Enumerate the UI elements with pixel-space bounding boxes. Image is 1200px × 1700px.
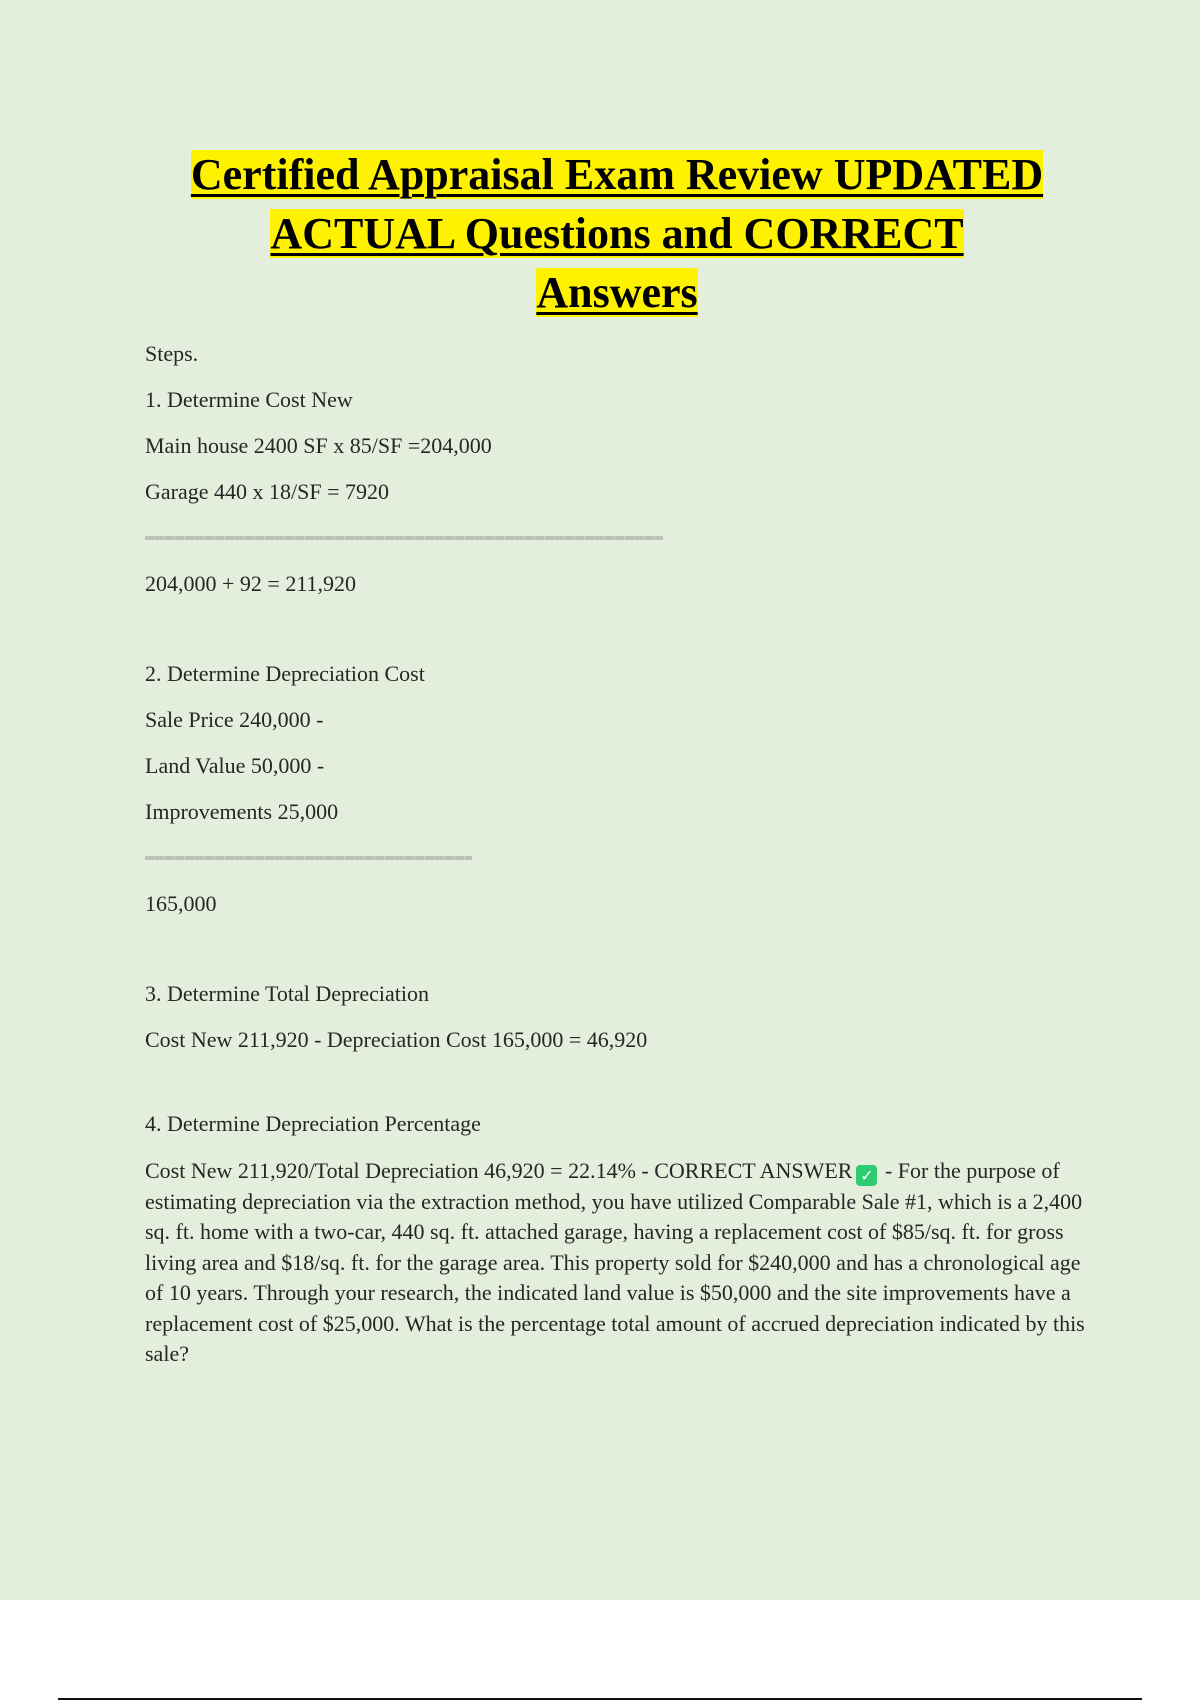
step-4-heading: 4. Determine Depreciation Percentage <box>145 1111 481 1136</box>
step-3-heading: 3. Determine Total Depreciation <box>145 981 429 1006</box>
step-1-heading: 1. Determine Cost New <box>145 387 353 412</box>
step-2-sale-price: Sale Price 240,000 - <box>145 707 324 732</box>
step-2-land-value: Land Value 50,000 - <box>145 753 325 778</box>
check-mark-icon: ✓ <box>856 1165 877 1186</box>
title-line-3: Answers <box>536 268 698 317</box>
title-line-1: Certified Appraisal Exam Review UPDATED <box>190 150 1044 199</box>
step-3-calculation: Cost New 211,920 - Depreciation Cost 165,000 = 46,920 <box>145 1027 648 1052</box>
step-2-heading: 2. Determine Depreciation Cost <box>145 661 425 686</box>
title-line-2: ACTUAL Questions and CORRECT <box>270 209 964 258</box>
document-body <box>145 340 1095 1370</box>
document-title <box>130 145 1104 322</box>
divider-rule <box>145 524 1095 570</box>
divider-rule <box>145 844 1095 890</box>
step-4-answer-paragraph <box>145 1156 1095 1370</box>
step-2-result: 165,000 <box>145 891 217 916</box>
step-1-result: 204,000 + 92 = 211,920 <box>145 571 356 596</box>
question-text: - For the purpose of estimating depreciation via the extraction method, you have utilized Comparable Sale #1, which is a 2,400 sq. ft. home with a two-car, 440 sq. ft. attached garage, having a replacement cost of $85/sq. ft. for gross living area and $18/sq. ft. for the garage area. This property sold for $240,000 and has a chronological age of 10 years. Through your research, the indicated land value is $50,000 and the site improvements have a replacement cost of $25,000. What is the percentage total amount of accrued depreciation indicated by this sale? <box>145 1158 1085 1366</box>
answer-text: Cost New 211,920/Total Depreciation 46,920 = 22.14% - CORRECT ANSWER <box>145 1158 853 1183</box>
step-2-improvements: Improvements 25,000 <box>145 799 339 824</box>
steps-label: Steps. <box>145 341 199 366</box>
step-1-main-house: Main house 2400 SF x 85/SF =204,000 <box>145 433 492 458</box>
step-1-garage: Garage 440 x 18/SF = 7920 <box>145 479 389 504</box>
